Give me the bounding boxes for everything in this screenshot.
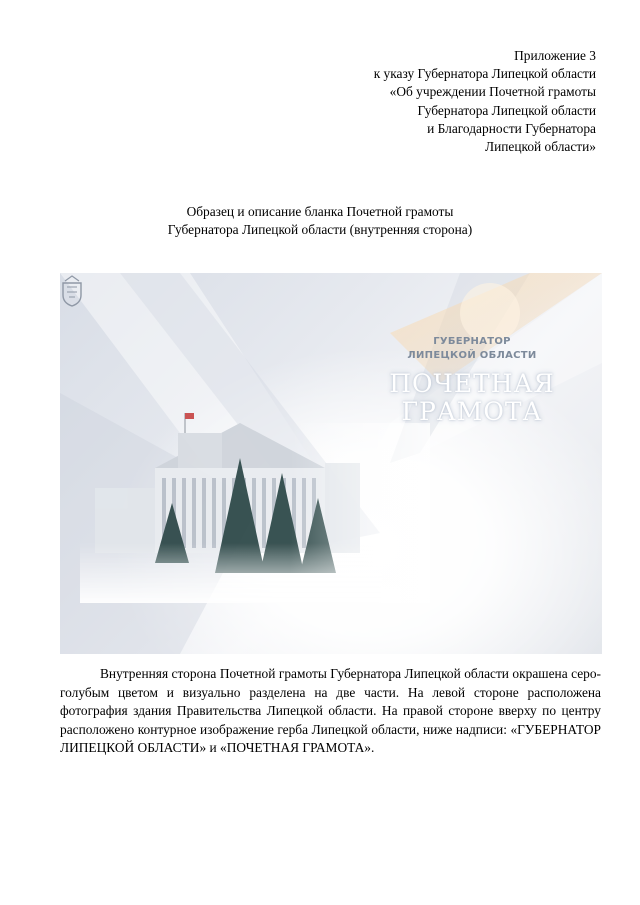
description-text: Внутренняя сторона Почетной грамоты Губернатора Липецкой области окрашена серо-голубым цветом и визуально разделена на две части. На левой стороне расположена фотография здания Правительства Липецкой области. На правой стороне вверху по центру расположено контурное изображение герба Липецкой области, ниже надписи: «ГУБЕРНАТОР ЛИПЕЦКОЙ ОБЛАСТИ» и «ПОЧЕТНАЯ ГРАМОТА». xyxy=(60,666,601,756)
appendix-line: Приложение 3 xyxy=(514,48,596,63)
appendix-line: и Благодарности Губернатора xyxy=(427,120,596,136)
document-title xyxy=(0,203,640,239)
title-line-1: Образец и описание бланка Почетной грамоты xyxy=(186,204,454,219)
appendix-header xyxy=(276,47,596,156)
appendix-line: к указу Губернатора Липецкой области xyxy=(373,66,596,82)
governor-caption-line-1: ГУБЕРНАТОР xyxy=(433,336,511,347)
governor-caption-line-2: ЛИПЕЦКОЙ ОБЛАСТИ xyxy=(407,350,537,361)
honor-title-line-1: ПОЧЕТНАЯ xyxy=(389,369,555,398)
description-paragraph xyxy=(60,665,601,758)
appendix-line: Липецкой области» xyxy=(484,139,596,155)
honor-title-line-2: ГРАМОТА xyxy=(401,397,543,426)
diploma-background-art xyxy=(60,273,602,654)
title-line-2: Губернатора Липецкой области (внутренняя сторона) xyxy=(167,222,473,238)
diploma-sample-image xyxy=(60,273,602,654)
appendix-line: «Об учреждении Почетной грамоты xyxy=(389,84,596,100)
appendix-line: Губернатора Липецкой области xyxy=(417,102,596,118)
coat-of-arms-icon xyxy=(60,273,84,307)
